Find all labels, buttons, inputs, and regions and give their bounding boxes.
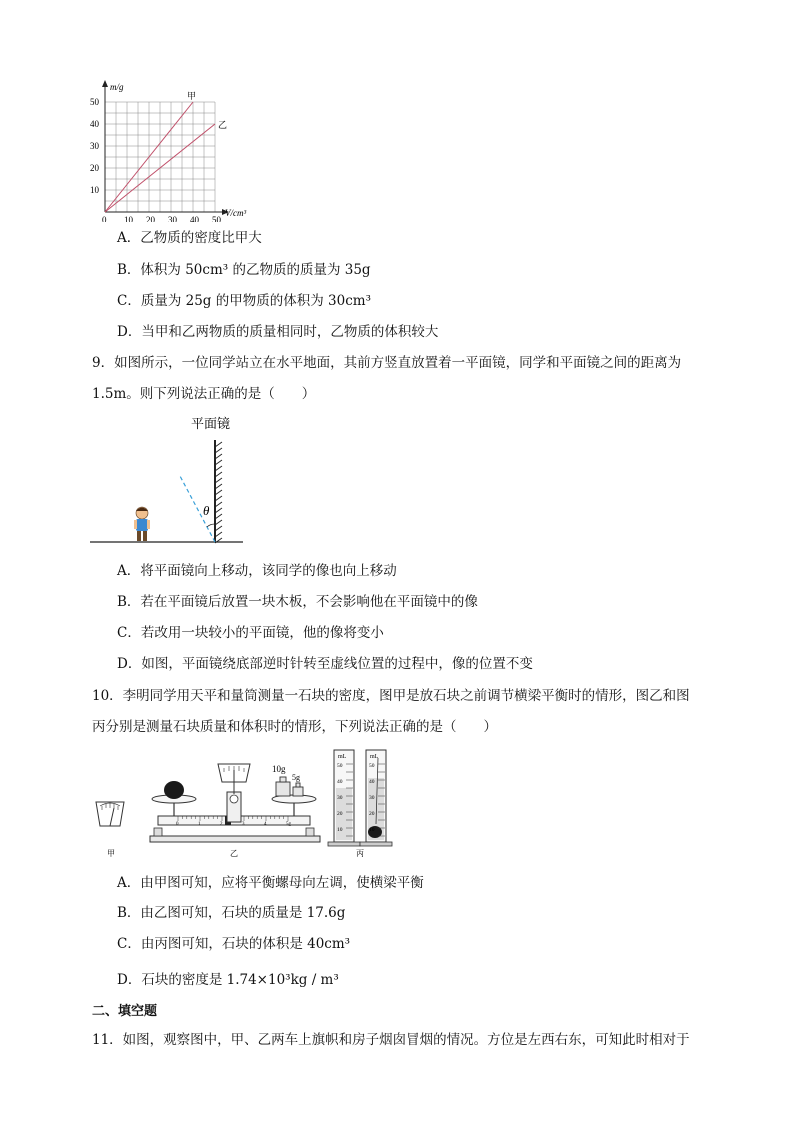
weight-10g: [276, 782, 290, 796]
q9-stem-line2: 1.5m。则下列说法正确的是（ ）: [92, 386, 316, 402]
y-axis-label: m/g: [110, 82, 124, 92]
q9-option-c[interactable]: C．若改用一块较小的平面镜，他的像将变小: [117, 625, 384, 641]
q9-option-d[interactable]: D．如图，平面镜绕底部逆时针转至虚线位置的过程中，像的位置不变: [117, 656, 533, 672]
q8-option-b[interactable]: B．体积为 50cm³ 的乙物质的质量为 35g: [117, 262, 371, 278]
weight-10g-label: 10g: [272, 764, 286, 774]
hatch-line: [215, 442, 222, 447]
graph-ticks: [90, 97, 222, 222]
cylinder-tick-label: 50: [369, 763, 375, 769]
hatch-line: [215, 508, 222, 513]
angle-arc: [207, 524, 215, 527]
q10-stem-line2: 丙分别是测量石块质量和体积时的情形，下列说法正确的是（ ）: [92, 719, 497, 735]
y-tick-label: 10: [90, 185, 99, 195]
dial-jia: [96, 802, 124, 826]
hatch-line: [215, 466, 222, 471]
cylinder-tick-label: 10: [337, 827, 343, 833]
hatch-line: [215, 460, 222, 465]
fig-label-bing: 丙: [356, 849, 364, 858]
hatch-line: [215, 454, 222, 459]
hatch-line: [215, 514, 222, 519]
q9-option-a[interactable]: A．将平面镜向上移动，该同学的像也向上移动: [117, 563, 397, 579]
rotated-mirror-dashed: [180, 476, 215, 542]
y-tick-label: 40: [90, 119, 99, 129]
y-tick-label: 50: [90, 97, 99, 107]
mirror-figure: [88, 412, 263, 547]
fig-label-jia: 甲: [107, 849, 115, 858]
angle-theta: θ: [203, 503, 210, 518]
y-tick-label: 30: [90, 141, 99, 151]
series-label-jia: 甲: [187, 91, 197, 101]
beam-tick-label: 4: [264, 822, 267, 827]
cylinder-tick-label: 20: [337, 811, 343, 817]
hatch-line: [215, 484, 222, 489]
hatch-line: [215, 526, 222, 531]
hatch-line: [215, 478, 222, 483]
cylinder-unit-right: mL: [370, 754, 379, 760]
stone: [164, 781, 184, 799]
mirror-label: 平面镜: [191, 416, 231, 431]
student-figure: [134, 507, 150, 541]
y-axis-arrow: [102, 80, 108, 87]
hatch-line: [215, 472, 222, 477]
fig-label-yi: 乙: [230, 849, 238, 858]
x-tick-label: 10: [124, 215, 133, 222]
cylinder-tick-label: 20: [369, 811, 375, 817]
q10-option-d[interactable]: D．石块的密度是 1.74×10³kg / m³: [117, 972, 339, 988]
q11-stem-line1: 11．如图，观察图中，甲、乙两车上旗帜和房子烟囱冒烟的情况。方位是左西右东，可知此时相对于: [92, 1032, 690, 1048]
hatch-line: [215, 502, 222, 507]
x-tick-label: 40: [190, 215, 199, 222]
x-axis-label: V/cm³: [225, 208, 247, 218]
balance-figure: [88, 744, 398, 862]
cylinder-tick-label: 10: [369, 827, 375, 833]
weight-5g: [293, 787, 303, 796]
cylinder-tick-label: 40: [337, 779, 343, 785]
beam-tick-label: 1: [198, 822, 201, 827]
q8-option-c[interactable]: C．质量为 25g 的甲物质的体积为 30cm³: [117, 293, 371, 309]
beam-tick-label: 3: [242, 822, 245, 827]
x-tick-label: 30: [168, 215, 177, 222]
hatch-line: [215, 490, 222, 495]
beam-tick-label: 5g: [286, 822, 291, 827]
x-tick-label: 0: [102, 215, 107, 222]
cylinder-unit-left: mL: [338, 754, 347, 760]
q10-option-b[interactable]: B．由乙图可知，石块的质量是 17.6g: [117, 905, 346, 921]
hatch-line: [215, 532, 222, 537]
cylinder-tick-label: 30: [337, 795, 343, 801]
graph-grid: [105, 102, 215, 212]
q9-option-b[interactable]: B．若在平面镜后放置一块木板，不会影响他在平面镜中的像: [117, 594, 478, 610]
y-tick-label: 20: [90, 163, 99, 173]
cylinders-bing: [328, 750, 392, 846]
hatch-line: [215, 448, 222, 453]
graph-series: [105, 91, 227, 212]
q8-option-a[interactable]: A．乙物质的密度比甲大: [117, 230, 262, 246]
beam-tick-label: 0: [176, 822, 179, 827]
q10-option-a[interactable]: A．由甲图可知，应将平衡螺母向左调，使横梁平衡: [117, 875, 424, 891]
q9-stem-line1: 9．如图所示，一位同学站立在水平地面，其前方竖直放置着一平面镜，同学和平面镜之间的距离为: [92, 355, 682, 371]
cylinder-tick-label: 40: [369, 779, 375, 785]
beam-tick-label: 2: [220, 822, 223, 827]
x-tick-label: 50: [212, 215, 221, 222]
section-heading: 二、填空题: [92, 1004, 158, 1019]
density-graph: [85, 80, 255, 222]
x-tick-label: 20: [146, 215, 155, 222]
weight-5g-label: 5g: [292, 773, 300, 782]
hatch-line: [215, 496, 222, 501]
cylinder-tick-label: 30: [369, 795, 375, 801]
q10-stem-line1: 10．李明同学用天平和量筒测量一石块的密度，图甲是放石块之前调节横梁平衡时的情形，图乙和图: [92, 688, 690, 704]
mirror-hatching: [215, 442, 222, 543]
series-label-yi: 乙: [218, 120, 228, 130]
q8-option-d[interactable]: D．当甲和乙两物质的质量相同时，乙物质的体积较大: [117, 324, 439, 340]
q10-option-c[interactable]: C．由丙图可知，石块的体积是 40cm³: [117, 936, 351, 952]
cylinder-tick-label: 50: [337, 763, 343, 769]
hatch-line: [215, 520, 222, 525]
